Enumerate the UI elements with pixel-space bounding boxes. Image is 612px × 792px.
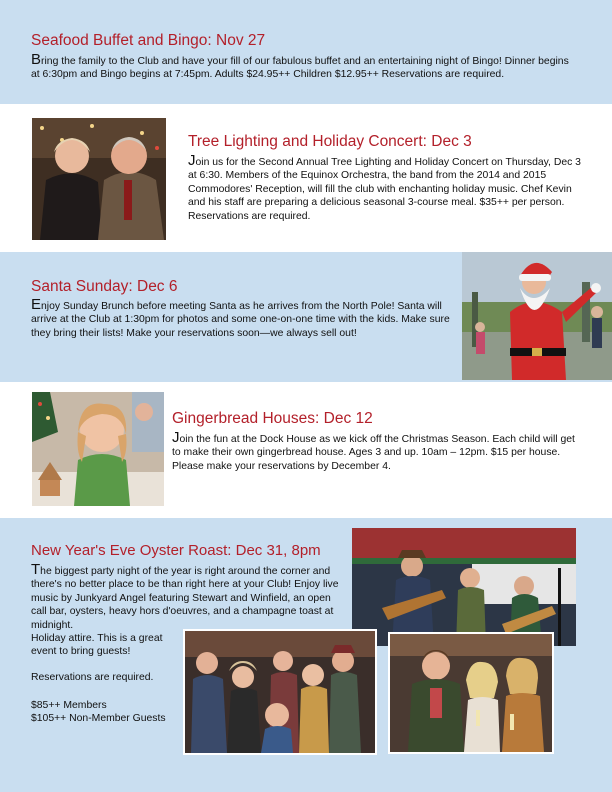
event-title: Tree Lighting and Holiday Concert: Dec 3: [188, 133, 472, 150]
drop-cap: E: [31, 296, 42, 313]
event-text: oin us for the Second Annual Tree Lighting and Holiday Concert on Thursday, Dec 3 at 6:30. Members of the Equinox Orchestra, the band from the 2014 and 2015 Commodores' Reception, will fill the club with enchanting holiday music. Chef Kevin and his staff are preparing a delicious seasonal 3-course meal. $35++ per person. Reservations are required.: [188, 157, 581, 222]
toast-photo: [388, 632, 554, 754]
event-title: Santa Sunday: Dec 6: [31, 278, 178, 295]
guests-group-photo: [183, 629, 377, 755]
girl-gingerbread-photo: [32, 392, 164, 506]
event-tree-lighting: [0, 104, 612, 252]
event-description: [172, 429, 582, 473]
event-title: New Year's Eve Oyster Roast: Dec 31, 8pm: [31, 542, 321, 559]
band-photo: [352, 528, 576, 646]
event-description: [31, 296, 451, 340]
price-guests: $105++ Non-Member Guests: [31, 713, 166, 724]
event-text: njoy Sunday Brunch before meeting Santa as he arrives from the North Pole! Santa will arrive at the Club at 1:30pm for photos and some one-on-one time with the kids. Make sure they bring their lists! Make your reservations soon—we always sell out!: [31, 301, 450, 339]
price-members: $85++ Members: [31, 700, 107, 711]
event-description: [188, 152, 583, 223]
event-santa-sunday: [0, 252, 612, 382]
event-new-years-eve: [0, 518, 612, 792]
event-gingerbread: [0, 382, 612, 518]
event-text: oin the fun at the Dock House as we kick off the Christmas Season. Each child will get to make their own gingerbread house. Ages 3 and up. 10am – 12pm. $15 per house. Please make your reservations by December 4.: [172, 434, 575, 472]
event-title: Gingerbread Houses: Dec 12: [172, 410, 373, 427]
drop-cap: T: [31, 561, 41, 578]
drop-cap: J: [172, 429, 180, 446]
couple-photo: [32, 118, 166, 240]
event-description: [31, 561, 349, 632]
santa-photo: [462, 252, 612, 380]
event-title: Seafood Buffet and Bingo: Nov 27: [31, 32, 266, 49]
event-text: he biggest party night of the year is right around the corner and there's no better place to be than right here at your Club! Enjoy live music by Junkyard Angel featuring Stewart and Winfield, an open call bar, oysters, heavy hors d'oeuvres, and a champagne toast at midnight.: [31, 566, 339, 631]
drop-cap: J: [188, 152, 196, 169]
attire-note: Holiday attire. This is a great event to bring guests!: [31, 633, 163, 658]
event-text: ring the family to the Club and have your fill of our fabulous buffet and an entertaining night of Bingo! Dinner begins at 6:30pm and Bingo begins at 7:45pm. Adults $24.95++ Children $12.95++ Reservations are required.: [31, 56, 569, 81]
drop-cap: B: [31, 51, 42, 68]
event-seafood-buffet: [0, 0, 612, 104]
event-description: [31, 51, 576, 82]
reservations-note: Reservations are required.: [31, 672, 154, 683]
